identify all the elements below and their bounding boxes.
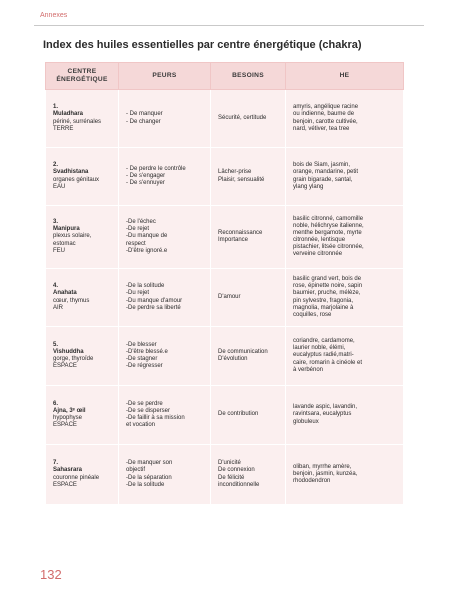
- chakra-number: 2.: [53, 162, 59, 169]
- besoins-line: De félicité: [218, 474, 245, 481]
- peurs-cell: [119, 206, 211, 269]
- peurs-line: respect: [126, 240, 146, 247]
- table-row: [46, 327, 404, 386]
- chakra-name: Vishuddha: [53, 348, 84, 355]
- peurs-line: -De perdre sa liberté: [126, 304, 181, 311]
- he-line: rhododendron: [293, 478, 331, 485]
- besoins-line: D'amour: [218, 293, 241, 300]
- chakra-detail: cœur, thymus: [53, 297, 90, 304]
- he-line: magnolia, marjolaine à: [293, 304, 354, 311]
- he-line: coriandre, cardamome,: [293, 338, 355, 345]
- besoins-line: D'évolution: [218, 356, 248, 362]
- chakra-name: Anahata: [53, 290, 77, 297]
- he-cell: [286, 445, 404, 505]
- peurs-line: -De manquer son: [126, 460, 173, 467]
- he-line: verveine citronnée: [293, 251, 343, 258]
- he-line: basilic citronné, camomille: [293, 215, 364, 222]
- column-header-text: CENTRE: [67, 68, 97, 75]
- he-line: amyris, angélique racine: [293, 104, 359, 111]
- chakra-number: 6.: [53, 400, 59, 407]
- besoins-line: Importance: [218, 237, 249, 243]
- he-line: pistachier, litsée citronnée,: [293, 244, 364, 251]
- peurs-line: -De rejet: [126, 226, 150, 233]
- peurs-line: -De la séparation: [126, 474, 172, 481]
- chakra-name: Sahasrara: [53, 467, 83, 474]
- chakra-detail: couronne pinéale: [53, 474, 100, 481]
- chakra-detail: ESPACE: [53, 481, 77, 488]
- table-row: [46, 90, 404, 148]
- peurs-line: - De perdre le contrôle: [126, 165, 186, 172]
- he-line: eucalyptus radié,matri-: [293, 352, 354, 359]
- chakra-detail: plexus solaire,: [53, 233, 92, 240]
- besoins-cell: [211, 445, 286, 505]
- chakra-number: 1.: [53, 104, 59, 111]
- he-cell: [286, 327, 404, 386]
- besoins-line: D'unicité: [218, 460, 241, 467]
- he-cell: [286, 269, 404, 327]
- column-header-peurs: [119, 63, 211, 90]
- besoins-line: De connexion: [218, 467, 255, 474]
- he-line: laurier noble, élémi,: [293, 345, 346, 352]
- he-line: ylang ylang: [293, 183, 324, 190]
- column-header-text: PEURS: [152, 72, 177, 79]
- besoins-cell: [211, 386, 286, 445]
- he-line: orange, mandarine, petit: [293, 169, 359, 176]
- chakra-name: Manipura: [53, 226, 80, 233]
- table-row: [46, 386, 404, 445]
- table-row: [46, 445, 404, 505]
- centre-cell: [46, 269, 119, 327]
- section-label: Annexes: [40, 12, 68, 19]
- peurs-line: -D'être blessé.e: [126, 348, 168, 355]
- peurs-line: -De la solitude: [126, 481, 165, 488]
- he-line: basilic grand vert, bois de: [293, 276, 362, 283]
- he-line: noble, hélichryse italienne,: [293, 222, 364, 229]
- besoins-line: Lâcher-prise: [218, 169, 252, 176]
- column-header-text: ÉNERGÉTIQUE: [56, 76, 108, 83]
- peurs-cell: [119, 148, 211, 206]
- he-line: menthe bergamote, myrte: [293, 229, 362, 236]
- he-line: benjoin, carotte cultivée,: [293, 118, 358, 125]
- table-row: [46, 206, 404, 269]
- he-line: nard, vétiver, tea tree: [293, 125, 350, 132]
- he-line: baumier, pruche, mélèze,: [293, 290, 361, 297]
- peurs-line: -De la solitude: [126, 283, 165, 290]
- centre-cell: [46, 327, 119, 386]
- he-line: benjoin, jasmin, kunzéa,: [293, 470, 358, 477]
- besoins-line: inconditionnelle: [218, 481, 260, 488]
- chakra-detail: estomac: [53, 240, 76, 247]
- he-line: bois de Siam, jasmin,: [293, 162, 351, 169]
- table-header-row: [46, 63, 404, 90]
- he-line: globuleux: [293, 418, 319, 425]
- he-line: coquilles, rose: [293, 311, 332, 318]
- peurs-line: -De se perdre: [126, 400, 163, 407]
- chakra-detail: hypophyse: [53, 415, 83, 421]
- besoins-cell: [211, 90, 286, 148]
- centre-cell: [46, 445, 119, 505]
- chakra-name: Svadhistana: [53, 169, 89, 176]
- chakra-detail: AIR: [53, 304, 64, 311]
- he-cell: [286, 148, 404, 206]
- he-line: caire, romarin à cinéole et: [293, 359, 363, 366]
- chakra-name: Muladhara: [53, 111, 84, 118]
- peurs-line: -Du manque de: [126, 233, 168, 240]
- besoins-cell: [211, 206, 286, 269]
- table-row: [46, 269, 404, 327]
- besoins-cell: [211, 148, 286, 206]
- chakra-detail: ESPACE: [53, 422, 77, 429]
- column-header-he: [286, 63, 404, 90]
- he-line: oliban, myrrhe amère,: [293, 463, 352, 470]
- chakra-number: 4.: [53, 283, 59, 290]
- peurs-line: - De s'engager: [126, 172, 166, 179]
- he-line: citronnée, lentisque: [293, 237, 346, 243]
- besoins-line: Plaisir, sensualité: [218, 176, 265, 183]
- peurs-line: -De stagner: [126, 356, 158, 362]
- he-line: grain bigarade, santal,: [293, 176, 353, 183]
- page-title: Index des huiles essentielles par centre énergétique (chakra): [43, 39, 362, 51]
- chakra-detail: EAU: [53, 183, 66, 190]
- column-header-text: HE: [339, 72, 350, 79]
- table-row: [46, 148, 404, 206]
- chakra-detail: organes génitaux: [53, 176, 100, 183]
- he-line: à verbénon: [293, 366, 324, 373]
- centre-cell: [46, 206, 119, 269]
- chakra-number: 5.: [53, 341, 59, 348]
- besoins-line: De communication: [218, 348, 268, 355]
- column-header-text: BESOINS: [232, 72, 264, 79]
- peurs-line: -Du manque d'amour: [126, 297, 183, 304]
- chakra-detail: périné, surrénales: [53, 118, 102, 125]
- besoins-line: Sécurité, certitude: [218, 114, 267, 121]
- he-line: pin sylvestre, fragonia,: [293, 297, 354, 304]
- column-header-centre: [46, 63, 119, 90]
- peurs-cell: [119, 386, 211, 445]
- he-line: rose, épinette noire, sapin: [293, 283, 363, 290]
- peurs-line: - De changer: [126, 118, 161, 125]
- centre-cell: [46, 90, 119, 148]
- besoins-line: Reconnaissance: [218, 229, 263, 236]
- peurs-line: -De faillir à sa mission: [126, 415, 185, 421]
- he-cell: [286, 90, 404, 148]
- chakra-detail: ESPACE: [53, 363, 77, 370]
- peurs-cell: [119, 90, 211, 148]
- peurs-line: - De manquer: [126, 111, 163, 118]
- peurs-line: -Du rejet: [126, 290, 150, 297]
- peurs-cell: [119, 327, 211, 386]
- peurs-cell: [119, 269, 211, 327]
- peurs-line: objectif: [126, 467, 146, 474]
- chakra-number: 7.: [53, 460, 59, 467]
- he-cell: [286, 206, 404, 269]
- header-divider: [34, 25, 424, 26]
- he-line: ou indienne, baume de: [293, 111, 355, 118]
- peurs-line: et vocation: [126, 422, 156, 429]
- besoins-cell: [211, 269, 286, 327]
- peurs-cell: [119, 445, 211, 505]
- peurs-line: -De l'échec: [126, 219, 156, 226]
- he-line: lavande aspic, lavandin,: [293, 404, 358, 411]
- he-line: ravintsara, eucalyptus: [293, 411, 352, 418]
- peurs-line: -De se disperser: [126, 407, 171, 414]
- centre-cell: [46, 148, 119, 206]
- table-body: [46, 90, 404, 505]
- peurs-line: - De s'ennuyer: [126, 180, 165, 187]
- page-number: 132: [40, 567, 62, 582]
- chakra-name: Ajna, 3ᵉ œil: [53, 407, 86, 414]
- chakra-detail: TERRE: [53, 125, 74, 132]
- peurs-line: -De blesser: [126, 341, 157, 348]
- centre-cell: [46, 386, 119, 445]
- chakra-index-table: [45, 62, 404, 505]
- he-cell: [286, 386, 404, 445]
- besoins-line: De contribution: [218, 411, 259, 418]
- chakra-detail: gorge, thyroïde: [53, 356, 94, 362]
- column-header-besoins: [211, 63, 286, 90]
- chakra-number: 3.: [53, 219, 59, 226]
- peurs-line: -D'être ignoré.e: [126, 247, 168, 254]
- besoins-cell: [211, 327, 286, 386]
- peurs-line: -De régresser: [126, 363, 163, 370]
- chakra-detail: FEU: [53, 247, 65, 254]
